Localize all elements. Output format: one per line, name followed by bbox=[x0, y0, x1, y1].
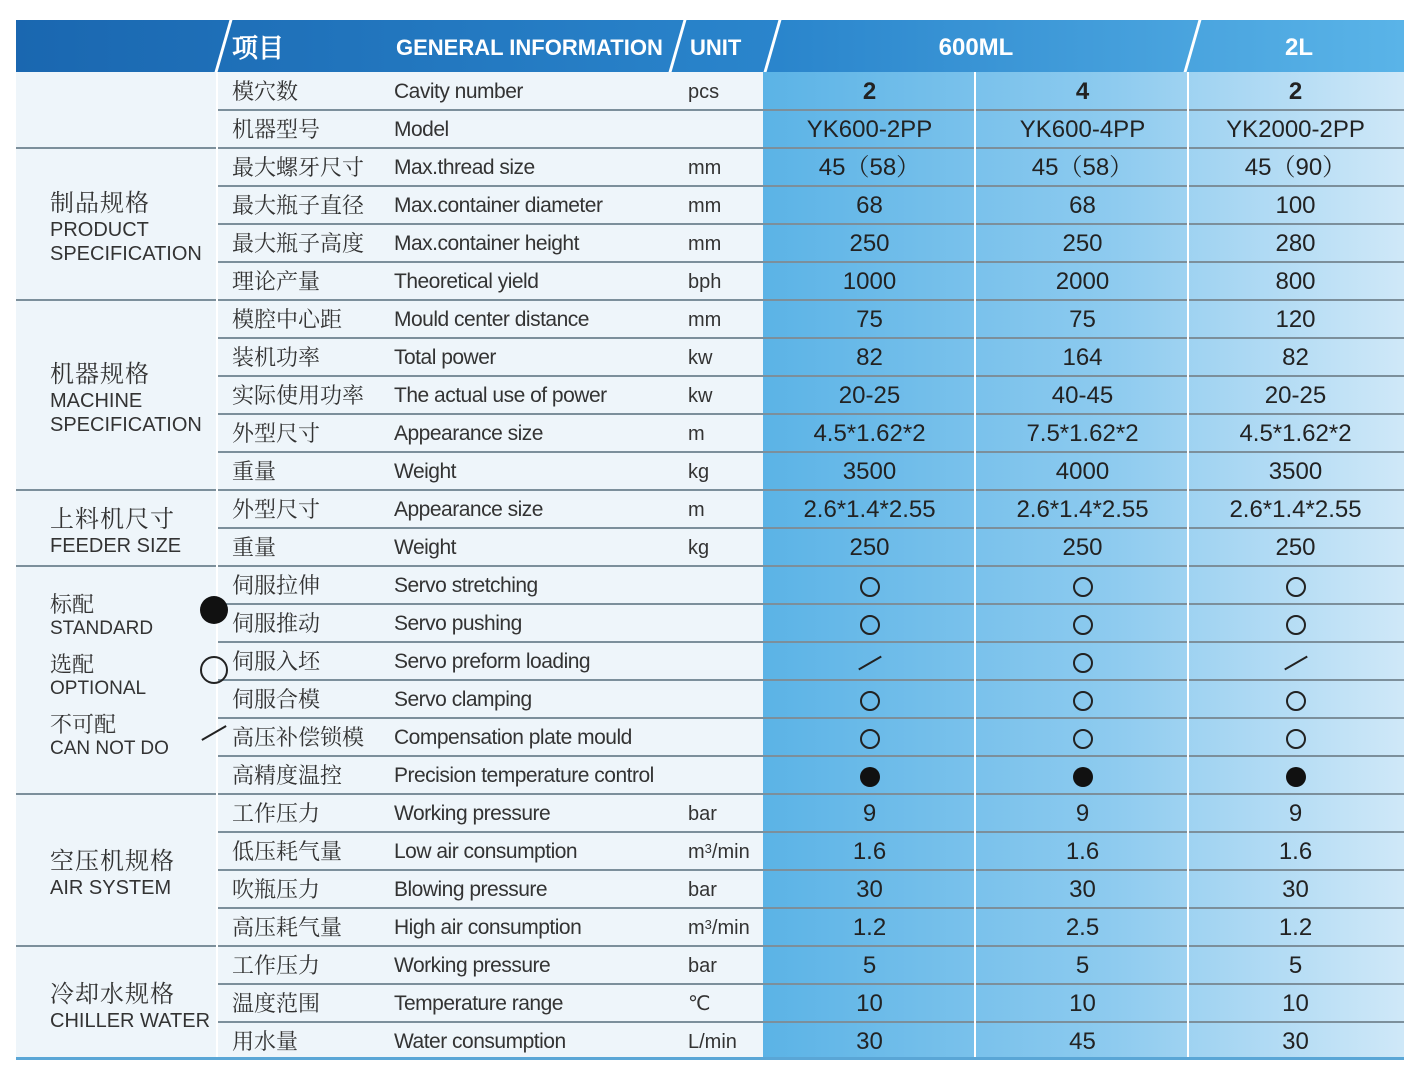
value-cell: 40-45 bbox=[1051, 382, 1114, 409]
legend-label-cn: 选配 bbox=[50, 652, 95, 677]
category-label: SPECIFICATION bbox=[50, 242, 202, 265]
row-divider bbox=[216, 1021, 1404, 1023]
table-row bbox=[216, 338, 1404, 376]
table-header bbox=[16, 20, 1404, 72]
value-cell: 1.2 bbox=[1278, 914, 1313, 941]
category-cell bbox=[16, 946, 216, 1060]
value-cell: 1.2 bbox=[852, 914, 887, 941]
value-cell bbox=[763, 680, 976, 718]
value-cell bbox=[976, 680, 1189, 718]
legend-label-en: OPTIONAL bbox=[50, 678, 147, 699]
unit-cell bbox=[688, 756, 768, 794]
category-label: 冷却水规格 bbox=[50, 980, 175, 1008]
value-cell: 120 bbox=[1275, 306, 1316, 333]
item-name-en: Model bbox=[394, 118, 449, 141]
value-cell: 250 bbox=[1062, 534, 1103, 561]
value-cell: 2000 bbox=[1055, 268, 1110, 295]
value-cell: 45（58） bbox=[1031, 154, 1134, 181]
unit-cell: $m^3/\min$ bbox=[688, 917, 750, 939]
value-cell: 9 bbox=[1288, 800, 1303, 827]
item-name-cn: 外型尺寸 bbox=[232, 497, 321, 522]
unit-cell: m bbox=[688, 499, 705, 521]
table-row bbox=[216, 414, 1404, 452]
item-name-en: Appearance size bbox=[394, 498, 543, 521]
item-name-cn: 用水量 bbox=[232, 1029, 299, 1054]
item-name-cn: 伺服推动 bbox=[232, 611, 321, 636]
item-name-en: Mould center distance bbox=[394, 308, 589, 331]
value-cell: 30 bbox=[856, 876, 883, 903]
value-cell: 9 bbox=[862, 800, 877, 827]
value-cell: 10 bbox=[856, 990, 883, 1017]
row-divider bbox=[216, 717, 1404, 719]
filled-circle-icon bbox=[200, 596, 228, 624]
value-cell bbox=[1189, 642, 1402, 680]
value-cell bbox=[1189, 718, 1402, 756]
value-cell: 4.5*1.62*2 bbox=[1239, 420, 1352, 447]
value-cell: 30 bbox=[1282, 1028, 1309, 1055]
value-cell: 45 bbox=[1069, 1028, 1096, 1055]
open-circle-icon bbox=[1286, 577, 1306, 597]
table-row bbox=[216, 832, 1404, 870]
legend-item bbox=[50, 652, 146, 700]
value-cell bbox=[763, 604, 976, 642]
table-row bbox=[216, 376, 1404, 414]
row-divider bbox=[16, 299, 1404, 301]
table-row bbox=[216, 1022, 1404, 1060]
item-name-en: Max.container height bbox=[394, 232, 579, 255]
item-name-en: Compensation plate mould bbox=[394, 726, 632, 749]
open-circle-icon bbox=[1286, 615, 1306, 635]
item-name-en: Max.container diameter bbox=[394, 194, 603, 217]
row-divider bbox=[216, 261, 1404, 263]
slash-icon bbox=[1284, 655, 1308, 670]
open-circle-icon bbox=[1286, 729, 1306, 749]
table-row bbox=[216, 300, 1404, 338]
unit-cell: mm bbox=[688, 309, 722, 331]
row-divider bbox=[216, 109, 1404, 111]
item-name-en: Servo clamping bbox=[394, 688, 532, 711]
unit-cell: mm bbox=[688, 233, 722, 255]
item-name-cn: 高压耗气量 bbox=[232, 915, 343, 940]
value-cell bbox=[976, 718, 1189, 756]
legend-label-cn: 标配 bbox=[50, 592, 95, 617]
value-cell bbox=[976, 756, 1189, 794]
legend-item bbox=[50, 712, 169, 760]
unit-cell bbox=[688, 566, 768, 604]
item-name-en: Low air consumption bbox=[394, 840, 578, 863]
value-cell: 2.6*1.4*2.55 bbox=[1016, 496, 1149, 523]
row-divider bbox=[216, 527, 1404, 529]
row-divider bbox=[216, 983, 1404, 985]
row-divider bbox=[216, 755, 1404, 757]
value-cell: 45（90） bbox=[1244, 154, 1347, 181]
legend-label-en: STANDARD bbox=[50, 618, 154, 639]
value-cell: 5 bbox=[862, 952, 877, 979]
value-cell: 5 bbox=[1075, 952, 1090, 979]
table-row bbox=[216, 148, 1404, 186]
item-name-en: Total power bbox=[394, 346, 496, 369]
item-name-en: Theoretical yield bbox=[394, 270, 539, 293]
value-cell: YK600-2PP bbox=[806, 116, 933, 143]
unit-cell: L/min bbox=[688, 1031, 737, 1053]
item-name-cn: 伺服合模 bbox=[232, 687, 321, 712]
table-row bbox=[216, 528, 1404, 566]
category-cell bbox=[16, 72, 216, 148]
open-circle-icon bbox=[860, 691, 880, 711]
value-cell: 1000 bbox=[842, 268, 897, 295]
unit-cell bbox=[688, 680, 768, 718]
category-label: SPECIFICATION bbox=[50, 413, 202, 436]
table-row bbox=[216, 110, 1404, 148]
value-cell bbox=[1189, 604, 1402, 642]
row-divider bbox=[216, 375, 1404, 377]
value-cell: 68 bbox=[1069, 192, 1096, 219]
value-cell: 1.6 bbox=[1278, 838, 1313, 865]
table-row bbox=[216, 984, 1404, 1022]
unit-cell: bar bbox=[688, 803, 717, 825]
open-circle-icon bbox=[1073, 729, 1093, 749]
value-cell: 45（58） bbox=[818, 154, 921, 181]
item-name-cn: 伺服拉伸 bbox=[232, 573, 321, 598]
value-cell: 68 bbox=[856, 192, 883, 219]
open-circle-icon bbox=[1073, 653, 1093, 673]
row-divider bbox=[16, 945, 1404, 947]
item-name-en: Working pressure bbox=[394, 802, 551, 825]
open-circle-icon bbox=[1286, 691, 1306, 711]
row-divider bbox=[216, 641, 1404, 643]
value-cell: 2 bbox=[862, 78, 877, 105]
slash-icon bbox=[858, 655, 882, 670]
table-row bbox=[216, 946, 1404, 984]
unit-cell: kw bbox=[688, 347, 713, 369]
value-cell bbox=[763, 642, 976, 680]
category-label: AIR SYSTEM bbox=[50, 876, 172, 899]
value-cell: 2 bbox=[1288, 78, 1303, 105]
item-name-cn: 最大瓶子直径 bbox=[232, 193, 365, 218]
item-name-cn: 伺服入坯 bbox=[232, 649, 321, 674]
table-bottom-border bbox=[16, 1057, 1404, 1060]
item-name-en: High air consumption bbox=[394, 916, 582, 939]
item-name-en: Temperature range bbox=[394, 992, 563, 1015]
column-divider bbox=[216, 72, 218, 1060]
value-cell bbox=[763, 718, 976, 756]
category-cell bbox=[16, 794, 216, 946]
value-cell: 10 bbox=[1282, 990, 1309, 1017]
legend-symbol bbox=[200, 724, 228, 742]
row-divider bbox=[216, 907, 1404, 909]
value-cell: 800 bbox=[1275, 268, 1316, 295]
value-cell bbox=[1189, 680, 1402, 718]
filled-circle-icon bbox=[1286, 767, 1306, 787]
header-divider bbox=[669, 20, 687, 72]
value-cell: 2.6*1.4*2.55 bbox=[1229, 496, 1362, 523]
item-name-cn: 重量 bbox=[232, 535, 277, 560]
item-name-en: Weight bbox=[394, 536, 456, 559]
table-row bbox=[216, 794, 1404, 832]
value-cell: 30 bbox=[1069, 876, 1096, 903]
item-name-en: Cavity number bbox=[394, 80, 523, 103]
legend-symbol bbox=[200, 596, 228, 624]
unit-cell bbox=[688, 718, 768, 756]
value-cell: 164 bbox=[1062, 344, 1103, 371]
row-divider bbox=[216, 679, 1404, 681]
row-divider bbox=[216, 413, 1404, 415]
row-divider bbox=[16, 489, 1404, 491]
header-general-information: GENERAL INFORMATION bbox=[396, 35, 663, 60]
table-row bbox=[216, 756, 1404, 794]
item-name-cn: 实际使用功率 bbox=[232, 383, 365, 408]
unit-cell: kg bbox=[688, 461, 710, 483]
category-cell bbox=[16, 300, 216, 490]
category-label: 制品规格 bbox=[50, 189, 150, 217]
row-divider bbox=[216, 603, 1404, 605]
header-group-600ml: 600ML bbox=[938, 34, 1014, 61]
category-label: 空压机规格 bbox=[50, 847, 175, 875]
item-name-en: Servo pushing bbox=[394, 612, 522, 635]
value-cell: 1.6 bbox=[1065, 838, 1100, 865]
unit-cell: bph bbox=[688, 271, 722, 293]
category-label: PRODUCT bbox=[50, 218, 149, 241]
item-name-cn: 模穴数 bbox=[232, 79, 299, 104]
column-divider bbox=[974, 72, 976, 1060]
value-cell: 75 bbox=[1069, 306, 1096, 333]
item-name-cn: 工作压力 bbox=[232, 953, 321, 978]
item-name-cn: 吹瓶压力 bbox=[232, 877, 321, 902]
table-row bbox=[216, 680, 1404, 718]
value-cell: YK600-4PP bbox=[1019, 116, 1146, 143]
table-row bbox=[216, 718, 1404, 756]
unit-cell bbox=[688, 604, 768, 642]
unit-cell: ℃ bbox=[688, 993, 711, 1015]
value-cell: 30 bbox=[1282, 876, 1309, 903]
item-name-cn: 温度范围 bbox=[232, 991, 321, 1016]
item-name-cn: 最大螺牙尺寸 bbox=[232, 155, 365, 180]
category-label: 上料机尺寸 bbox=[50, 505, 175, 533]
item-name-en: Water consumption bbox=[394, 1030, 566, 1053]
header-group-2l: 2L bbox=[1284, 34, 1313, 61]
value-cell: 3500 bbox=[842, 458, 897, 485]
legend-label-cn: 不可配 bbox=[50, 712, 117, 737]
item-name-cn: 装机功率 bbox=[232, 345, 321, 370]
legend-label-en: CAN NOT DO bbox=[50, 738, 169, 759]
unit-cell: bar bbox=[688, 955, 717, 977]
value-cell: 250 bbox=[849, 230, 890, 257]
value-cell: 2.5 bbox=[1065, 914, 1100, 941]
spec-table bbox=[16, 20, 1404, 1060]
filled-circle-icon bbox=[860, 767, 880, 787]
value-cell: 250 bbox=[1062, 230, 1103, 257]
unit-cell: mm bbox=[688, 195, 722, 217]
open-circle-icon bbox=[860, 729, 880, 749]
category-label: MACHINE bbox=[50, 389, 143, 412]
unit-cell: pcs bbox=[688, 81, 720, 103]
item-name-en: Max.thread size bbox=[394, 156, 535, 179]
unit-cell: $m^3/\min$ bbox=[688, 841, 750, 863]
filled-circle-icon bbox=[1073, 767, 1093, 787]
value-cell: 4000 bbox=[1055, 458, 1110, 485]
item-name-cn: 工作压力 bbox=[232, 801, 321, 826]
value-cell bbox=[1189, 756, 1402, 794]
item-name-en: Appearance size bbox=[394, 422, 543, 445]
category-label: 机器规格 bbox=[50, 360, 150, 388]
row-divider bbox=[216, 869, 1404, 871]
value-cell: 2.6*1.4*2.55 bbox=[803, 496, 936, 523]
value-cell bbox=[763, 756, 976, 794]
item-name-en: The actual use of power bbox=[394, 384, 607, 407]
value-cell: 4.5*1.62*2 bbox=[813, 420, 926, 447]
header-unit: UNIT bbox=[690, 35, 742, 60]
category-cell bbox=[16, 490, 216, 566]
open-circle-icon bbox=[1073, 577, 1093, 597]
row-divider bbox=[16, 793, 1404, 795]
value-cell: 4 bbox=[1075, 78, 1090, 105]
open-circle-icon bbox=[860, 615, 880, 635]
value-cell: 82 bbox=[1282, 344, 1309, 371]
table-row bbox=[216, 566, 1404, 604]
value-cell: 5 bbox=[1288, 952, 1303, 979]
value-cell: 9 bbox=[1075, 800, 1090, 827]
value-cell bbox=[763, 566, 976, 604]
value-cell: 82 bbox=[856, 344, 883, 371]
item-name-cn: 理论产量 bbox=[232, 269, 321, 294]
table-row bbox=[216, 262, 1404, 300]
value-cell: 250 bbox=[849, 534, 890, 561]
item-name-cn: 模腔中心距 bbox=[232, 307, 343, 332]
table-row bbox=[216, 186, 1404, 224]
legend-symbol bbox=[200, 656, 228, 684]
value-cell: 250 bbox=[1275, 534, 1316, 561]
item-name-en: Weight bbox=[394, 460, 456, 483]
item-name-cn: 高精度温控 bbox=[232, 763, 343, 788]
unit-cell bbox=[688, 642, 768, 680]
item-name-cn: 最大瓶子高度 bbox=[232, 231, 365, 256]
value-cell: 75 bbox=[856, 306, 883, 333]
table-row bbox=[216, 604, 1404, 642]
open-circle-icon bbox=[200, 656, 228, 684]
open-circle-icon bbox=[1073, 691, 1093, 711]
item-name-en: Precision temperature control bbox=[394, 764, 654, 787]
column-divider bbox=[1187, 72, 1189, 1060]
item-name-cn: 重量 bbox=[232, 459, 277, 484]
unit-cell bbox=[688, 110, 768, 148]
value-cell: 280 bbox=[1275, 230, 1316, 257]
item-name-cn: 低压耗气量 bbox=[232, 839, 343, 864]
value-cell: 100 bbox=[1275, 192, 1316, 219]
table-row bbox=[216, 224, 1404, 262]
row-divider bbox=[16, 147, 1404, 149]
item-name-en: Blowing pressure bbox=[394, 878, 548, 901]
item-name-en: Working pressure bbox=[394, 954, 551, 977]
unit-cell: m bbox=[688, 423, 705, 445]
item-name-cn: 外型尺寸 bbox=[232, 421, 321, 446]
header-divider bbox=[215, 20, 233, 72]
value-cell: 3500 bbox=[1268, 458, 1323, 485]
table-row bbox=[216, 72, 1404, 110]
value-cell: 7.5*1.62*2 bbox=[1026, 420, 1139, 447]
unit-cell: kw bbox=[688, 385, 713, 407]
value-cell bbox=[976, 604, 1189, 642]
row-divider bbox=[16, 565, 1404, 567]
legend-item bbox=[50, 592, 153, 640]
value-cell: 20-25 bbox=[1264, 382, 1327, 409]
table-row bbox=[216, 642, 1404, 680]
item-name-cn: 机器型号 bbox=[232, 117, 321, 142]
open-circle-icon bbox=[860, 577, 880, 597]
header-item-cn: 项目 bbox=[232, 33, 285, 63]
table-row bbox=[216, 870, 1404, 908]
category-label: CHILLER WATER bbox=[50, 1009, 211, 1032]
value-cell: 20-25 bbox=[838, 382, 901, 409]
row-divider bbox=[216, 185, 1404, 187]
unit-cell: bar bbox=[688, 879, 717, 901]
unit-cell: kg bbox=[688, 537, 710, 559]
value-cell: 10 bbox=[1069, 990, 1096, 1017]
row-divider bbox=[216, 831, 1404, 833]
table-row bbox=[216, 490, 1404, 528]
category-cell bbox=[16, 148, 216, 300]
category-label: FEEDER SIZE bbox=[50, 534, 182, 557]
value-cell bbox=[976, 566, 1189, 604]
item-name-cn: 高压补偿锁模 bbox=[232, 725, 365, 750]
item-name-en: Servo preform loading bbox=[394, 650, 591, 673]
item-name-en: Servo stretching bbox=[394, 574, 538, 597]
table-row bbox=[216, 908, 1404, 946]
table-row bbox=[216, 452, 1404, 490]
value-cell: 1.6 bbox=[852, 838, 887, 865]
row-divider bbox=[216, 451, 1404, 453]
value-cell bbox=[976, 642, 1189, 680]
slash-icon bbox=[201, 725, 226, 741]
row-divider bbox=[216, 223, 1404, 225]
value-cell bbox=[1189, 566, 1402, 604]
row-divider bbox=[216, 337, 1404, 339]
unit-cell: mm bbox=[688, 157, 722, 179]
open-circle-icon bbox=[1073, 615, 1093, 635]
value-cell: YK2000-2PP bbox=[1226, 116, 1365, 143]
value-cell: 30 bbox=[856, 1028, 883, 1055]
